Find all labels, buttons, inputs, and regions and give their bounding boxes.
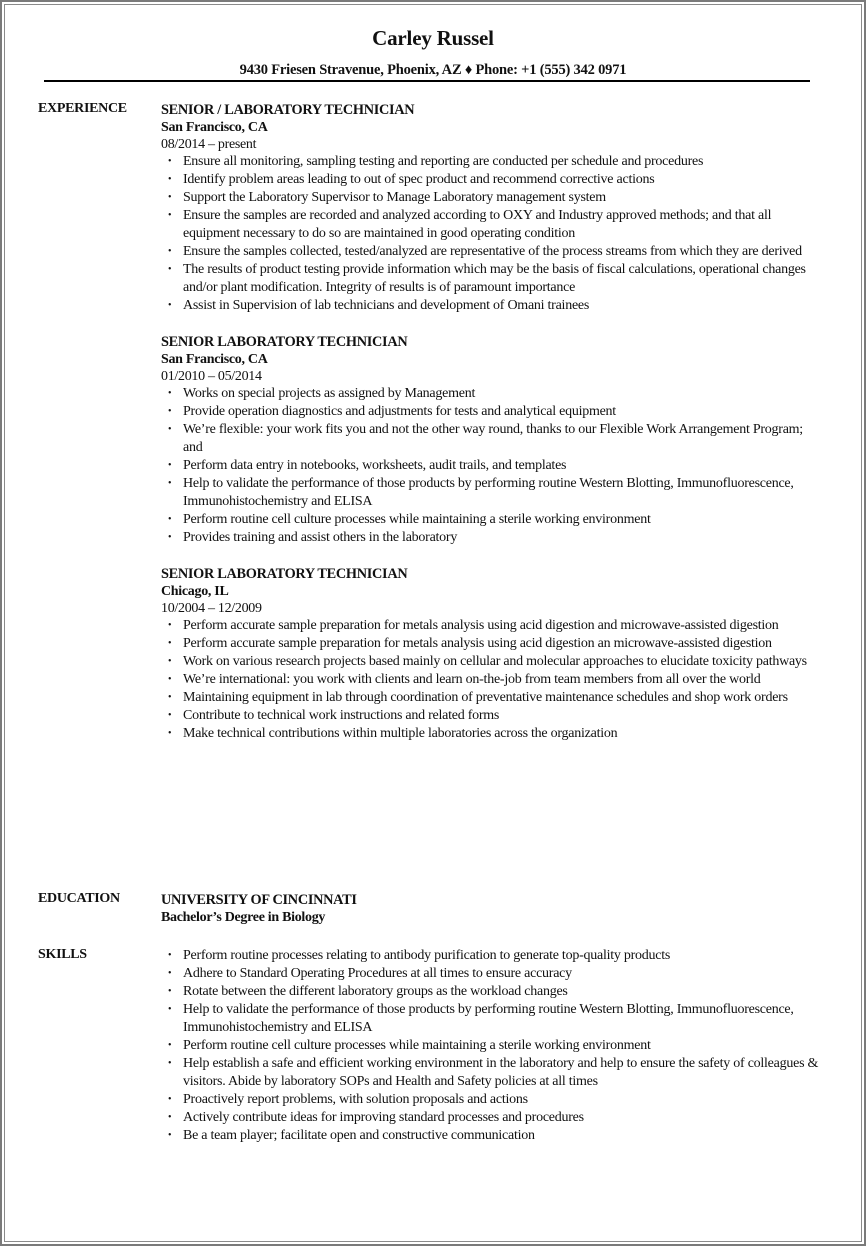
job-dates: 01/2010 – 05/2014 bbox=[161, 369, 262, 384]
job-title: SENIOR LABORATORY TECHNICIAN bbox=[161, 566, 408, 582]
bullet-text: Make technical contributions within multiple laboratories across the organization bbox=[183, 726, 618, 741]
list-item bbox=[161, 1127, 821, 1145]
bullet-icon: • bbox=[168, 156, 172, 167]
header-divider bbox=[44, 80, 810, 82]
bullet-icon: • bbox=[168, 710, 172, 721]
section-label-education: EDUCATION bbox=[38, 891, 120, 906]
list-item bbox=[161, 689, 821, 707]
bullet-icon: • bbox=[168, 478, 172, 489]
bullet-text: Perform accurate sample preparation for metals analysis using acid digestion and microwave-assisted digestion bbox=[183, 618, 779, 633]
job-entry bbox=[161, 565, 821, 743]
school-name: UNIVERSITY OF CINCINNATI bbox=[161, 892, 357, 908]
job-location: San Francisco, CA bbox=[161, 352, 268, 367]
bullet-icon: • bbox=[168, 986, 172, 997]
skill-text: Rotate between the different laboratory groups as the workload changes bbox=[183, 984, 568, 999]
bullet-text: Provides training and assist others in the laboratory bbox=[183, 530, 458, 545]
job-entry bbox=[161, 333, 821, 547]
list-item bbox=[161, 243, 821, 261]
bullet-icon: • bbox=[168, 210, 172, 221]
list-item bbox=[161, 297, 821, 315]
bullet-icon: • bbox=[168, 1112, 172, 1123]
job-entry bbox=[161, 101, 821, 315]
bullet-text: The results of product testing provide information which may be the basis of fiscal calculations, operational changes and/or plant modification. Integrity of results is of paramount importance bbox=[183, 262, 806, 295]
list-item bbox=[161, 1037, 821, 1055]
bullet-icon: • bbox=[168, 656, 172, 667]
bullet-icon: • bbox=[168, 300, 172, 311]
list-item bbox=[161, 635, 821, 653]
list-item bbox=[161, 529, 821, 547]
skill-text: Perform routine cell culture processes while maintaining a sterile working environment bbox=[183, 1038, 651, 1053]
bullet-icon: • bbox=[168, 1058, 172, 1069]
bullet-text: Help to validate the performance of those products by performing routine Western Blotting, Immunofluorescence, Immunohistochemistry and ELISA bbox=[183, 476, 794, 509]
list-item bbox=[161, 965, 821, 983]
skill-text: Help to validate the performance of those products by performing routine Western Blotting, Immunofluorescence, Immunohistochemistry and ELISA bbox=[183, 1002, 794, 1035]
bullet-icon: • bbox=[168, 638, 172, 649]
bullet-text: Work on various research projects based mainly on cellular and molecular approaches to elucidate toxicity pathways bbox=[183, 654, 807, 669]
skill-text: Help establish a safe and efficient working environment in the laboratory and help to ensure the safety of colleagues & visitors. Abide by laboratory SOPs and Health and Safety policies at all times bbox=[183, 1056, 819, 1089]
job-dates: 10/2004 – 12/2009 bbox=[161, 601, 262, 616]
bullet-icon: • bbox=[168, 388, 172, 399]
bullet-icon: • bbox=[168, 674, 172, 685]
list-item bbox=[161, 983, 821, 1001]
bullet-icon: • bbox=[168, 950, 172, 961]
bullet-icon: • bbox=[168, 1004, 172, 1015]
job-bullets bbox=[161, 153, 821, 315]
bullet-text: Perform routine cell culture processes while maintaining a sterile working environment bbox=[183, 512, 651, 527]
bullet-icon: • bbox=[168, 264, 172, 275]
skill-text: Be a team player; facilitate open and constructive communication bbox=[183, 1128, 535, 1143]
bullet-text: Ensure the samples are recorded and analyzed according to OXY and Industry approved methods; and that all equipment necessary to do so are maintained in good operating condition bbox=[183, 208, 772, 241]
bullet-icon: • bbox=[168, 460, 172, 471]
job-location: San Francisco, CA bbox=[161, 120, 268, 135]
list-item bbox=[161, 511, 821, 529]
bullet-text: Assist in Supervision of lab technicians and development of Omani trainees bbox=[183, 298, 590, 313]
skill-text: Proactively report problems, with solution proposals and actions bbox=[183, 1092, 528, 1107]
bullet-icon: • bbox=[168, 406, 172, 417]
skill-text: Perform routine processes relating to antibody purification to generate top-quality products bbox=[183, 948, 671, 963]
candidate-name: Carley Russel bbox=[372, 26, 494, 50]
skill-text: Actively contribute ideas for improving standard processes and procedures bbox=[183, 1110, 584, 1125]
bullet-text: Maintaining equipment in lab through coordination of preventative maintenance schedules and shop work orders bbox=[183, 690, 788, 705]
bullet-icon: • bbox=[168, 1130, 172, 1141]
list-item bbox=[161, 725, 821, 743]
list-item bbox=[161, 153, 821, 171]
experience-list bbox=[161, 101, 821, 761]
skills-list bbox=[161, 947, 821, 1145]
section-label-experience: EXPERIENCE bbox=[38, 101, 127, 116]
bullet-text: Perform data entry in notebooks, worksheets, audit trails, and templates bbox=[183, 458, 567, 473]
list-item bbox=[161, 385, 821, 403]
list-item bbox=[161, 653, 821, 671]
bullet-text: Works on special projects as assigned by Management bbox=[183, 386, 476, 401]
list-item bbox=[161, 1055, 821, 1091]
bullet-icon: • bbox=[168, 532, 172, 543]
list-item bbox=[161, 421, 821, 457]
bullet-text: Provide operation diagnostics and adjustments for tests and analytical equipment bbox=[183, 404, 616, 419]
job-dates: 08/2014 – present bbox=[161, 137, 257, 152]
list-item bbox=[161, 475, 821, 511]
bullet-icon: • bbox=[168, 968, 172, 979]
bullet-icon: • bbox=[168, 1094, 172, 1105]
bullet-icon: • bbox=[168, 728, 172, 739]
list-item bbox=[161, 189, 821, 207]
list-item bbox=[161, 707, 821, 725]
list-item bbox=[161, 1001, 821, 1037]
contact-line: 9430 Friesen Stravenue, Phoenix, AZ ♦ Phone: +1 (555) 342 0971 bbox=[239, 62, 627, 78]
skills-body bbox=[161, 947, 821, 1145]
bullet-text: Support the Laboratory Supervisor to Manage Laboratory management system bbox=[183, 190, 606, 205]
list-item bbox=[161, 1109, 821, 1127]
bullet-text: Ensure all monitoring, sampling testing and reporting are conducted per schedule and procedures bbox=[183, 154, 704, 169]
list-item bbox=[161, 457, 821, 475]
degree-name: Bachelor’s Degree in Biology bbox=[161, 910, 326, 925]
bullet-icon: • bbox=[168, 246, 172, 257]
bullet-icon: • bbox=[168, 620, 172, 631]
bullet-icon: • bbox=[168, 1040, 172, 1051]
list-item bbox=[161, 947, 821, 965]
list-item bbox=[161, 617, 821, 635]
list-item bbox=[161, 171, 821, 189]
education-body bbox=[161, 891, 821, 927]
bullet-icon: • bbox=[168, 192, 172, 203]
bullet-icon: • bbox=[168, 424, 172, 435]
bullet-text: Perform accurate sample preparation for metals analysis using acid digestion an microwave-assisted digestion bbox=[183, 636, 772, 651]
bullet-text: We’re international: you work with clients and learn on-the-job from team members from all over the world bbox=[183, 672, 761, 687]
job-title: SENIOR LABORATORY TECHNICIAN bbox=[161, 334, 408, 350]
list-item bbox=[161, 1091, 821, 1109]
list-item bbox=[161, 671, 821, 689]
bullet-text: Ensure the samples collected, tested/analyzed are representative of the process streams from which they are derived bbox=[183, 244, 802, 259]
job-title: SENIOR / LABORATORY TECHNICIAN bbox=[161, 102, 415, 118]
list-item bbox=[161, 207, 821, 243]
bullet-text: Identify problem areas leading to out of spec product and recommend corrective actions bbox=[183, 172, 655, 187]
list-item bbox=[161, 261, 821, 297]
bullet-text: Contribute to technical work instructions and related forms bbox=[183, 708, 500, 723]
list-item bbox=[161, 403, 821, 421]
bullet-icon: • bbox=[168, 692, 172, 703]
job-bullets bbox=[161, 617, 821, 743]
skill-text: Adhere to Standard Operating Procedures at all times to ensure accuracy bbox=[183, 966, 572, 981]
section-label-skills: SKILLS bbox=[38, 947, 87, 962]
job-bullets bbox=[161, 385, 821, 547]
job-location: Chicago, IL bbox=[161, 584, 229, 599]
bullet-icon: • bbox=[168, 514, 172, 525]
bullet-text: We’re flexible: your work fits you and not the other way round, thanks to our Flexible Work Arrangement Program; and bbox=[183, 422, 803, 455]
bullet-icon: • bbox=[168, 174, 172, 185]
